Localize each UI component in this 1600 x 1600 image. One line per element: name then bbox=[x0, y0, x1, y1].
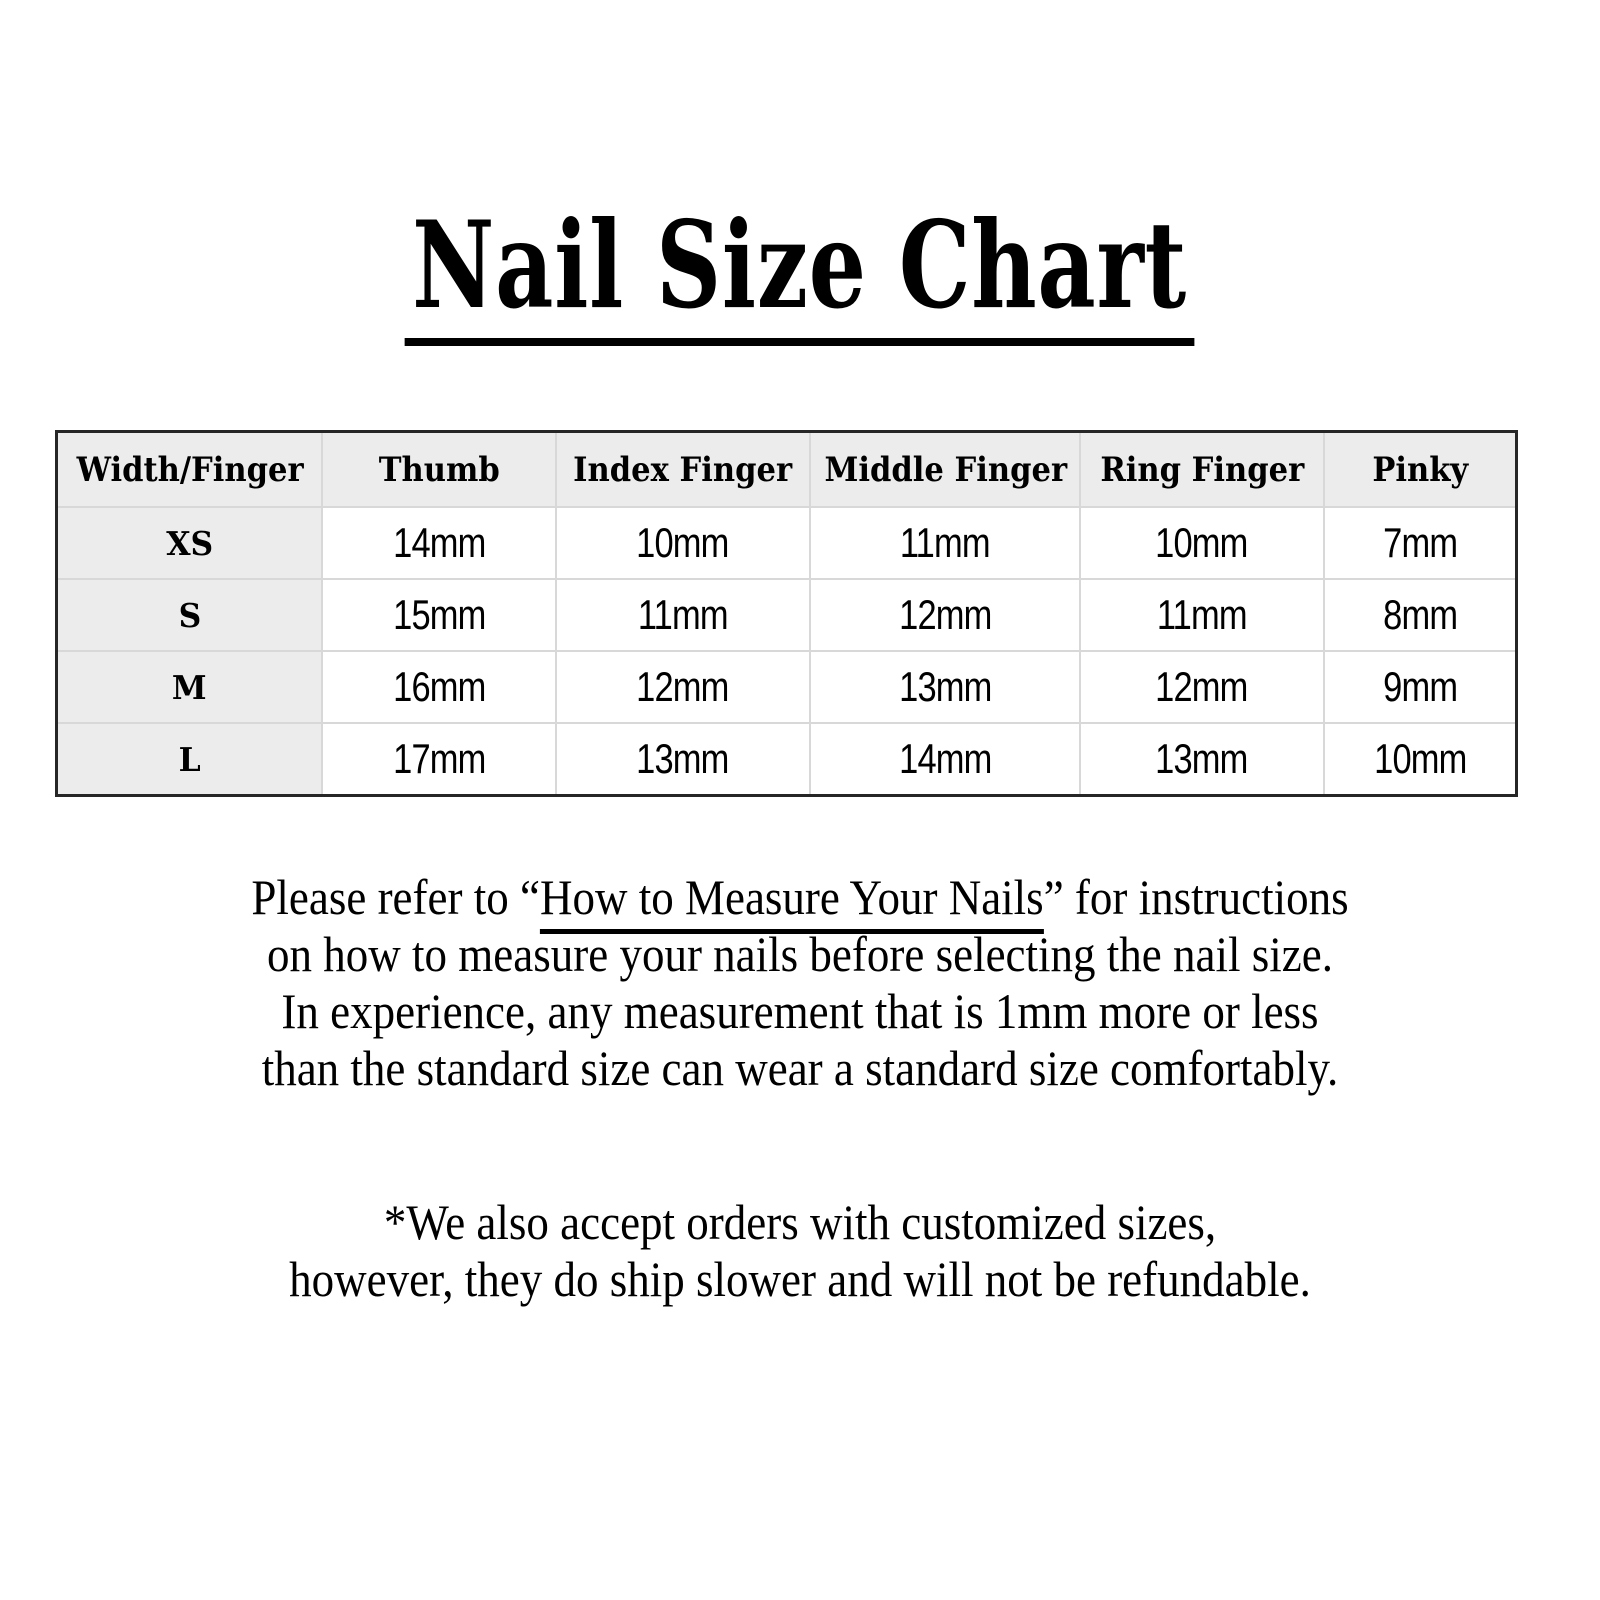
row-label-cell bbox=[57, 579, 323, 651]
table-header-row bbox=[57, 432, 1517, 508]
size-value: 7mm bbox=[1382, 519, 1457, 566]
size-value: 11mm bbox=[899, 519, 990, 566]
header-label: Pinky bbox=[1371, 449, 1468, 490]
table-row-m bbox=[57, 651, 1517, 723]
size-value: 13mm bbox=[898, 663, 992, 710]
size-value-cell bbox=[556, 579, 810, 651]
size-value: 10mm bbox=[1373, 735, 1467, 782]
note-line: In experience, any measurement that is 1mm more or less bbox=[281, 983, 1319, 1039]
header-cell-pinky bbox=[1324, 432, 1517, 508]
size-value: 10mm bbox=[636, 519, 730, 566]
measure-guide-link[interactable]: How to Measure Your Nails bbox=[540, 869, 1044, 934]
size-value: 11mm bbox=[1156, 591, 1247, 638]
size-value: 11mm bbox=[637, 591, 728, 638]
size-value-cell bbox=[556, 507, 810, 579]
size-value-cell bbox=[556, 723, 810, 796]
table-row-l bbox=[57, 723, 1517, 796]
size-value: 15mm bbox=[392, 591, 486, 638]
size-value-cell bbox=[322, 723, 556, 796]
header-label: Thumb bbox=[378, 449, 500, 490]
note-line: *We also accept orders with customized sizes, bbox=[383, 1194, 1217, 1250]
page-title: Nail Size Chart bbox=[405, 206, 1195, 346]
size-value-cell bbox=[810, 723, 1080, 796]
size-value: 13mm bbox=[1155, 735, 1249, 782]
size-value: 12mm bbox=[636, 663, 730, 710]
note-line: than the standard size can wear a standard size comfortably. bbox=[261, 1040, 1339, 1096]
size-value-cell bbox=[810, 651, 1080, 723]
row-label-cell bbox=[57, 651, 323, 723]
size-value: 10mm bbox=[1155, 519, 1249, 566]
row-label: L bbox=[178, 739, 201, 779]
row-label: S bbox=[178, 595, 201, 635]
size-value-cell bbox=[322, 579, 556, 651]
size-value-cell bbox=[322, 651, 556, 723]
header-cell-middle-finger bbox=[810, 432, 1080, 508]
size-value-cell bbox=[1324, 579, 1517, 651]
note-text: Please refer to “ bbox=[251, 869, 540, 925]
size-value: 14mm bbox=[898, 735, 992, 782]
title-block bbox=[0, 0, 1600, 346]
size-value-cell bbox=[556, 651, 810, 723]
size-value: 8mm bbox=[1382, 591, 1457, 638]
header-label: Index Finger bbox=[573, 449, 793, 490]
size-value: 9mm bbox=[1382, 663, 1457, 710]
table-row-s bbox=[57, 579, 1517, 651]
size-value: 12mm bbox=[898, 591, 992, 638]
row-label: XS bbox=[166, 523, 214, 563]
note-line bbox=[80, 869, 1520, 926]
note-line: on how to measure your nails before selecting the nail size. bbox=[267, 926, 1333, 982]
size-value: 17mm bbox=[392, 735, 486, 782]
header-label: Width/Finger bbox=[76, 449, 304, 490]
size-value-cell bbox=[1080, 507, 1324, 579]
row-label: M bbox=[172, 667, 207, 707]
size-value: 16mm bbox=[392, 663, 486, 710]
size-value-cell bbox=[1324, 651, 1517, 723]
header-label: Ring Finger bbox=[1099, 449, 1304, 490]
size-value-cell bbox=[1080, 579, 1324, 651]
header-cell-ring-finger bbox=[1080, 432, 1324, 508]
note-line: however, they do ship slower and will not be refundable. bbox=[289, 1251, 1311, 1307]
header-cell-index-finger bbox=[556, 432, 810, 508]
nail-size-table bbox=[55, 430, 1518, 797]
table-row-xs bbox=[57, 507, 1517, 579]
size-value-cell bbox=[322, 507, 556, 579]
size-value-cell bbox=[1324, 723, 1517, 796]
measure-instructions-note bbox=[0, 869, 1600, 1097]
row-label-cell bbox=[57, 507, 323, 579]
size-value-cell bbox=[1324, 507, 1517, 579]
custom-sizes-note bbox=[0, 1194, 1600, 1308]
size-value: 12mm bbox=[1155, 663, 1249, 710]
header-cell-thumb bbox=[322, 432, 556, 508]
size-value-cell bbox=[810, 579, 1080, 651]
size-value: 14mm bbox=[392, 519, 486, 566]
header-label: Middle Finger bbox=[824, 449, 1067, 490]
size-value: 13mm bbox=[636, 735, 730, 782]
note-text: ” for instructions bbox=[1043, 869, 1349, 925]
size-value-cell bbox=[1080, 723, 1324, 796]
size-value-cell bbox=[1080, 651, 1324, 723]
size-value-cell bbox=[810, 507, 1080, 579]
header-cell-width-finger bbox=[57, 432, 323, 508]
row-label-cell bbox=[57, 723, 323, 796]
